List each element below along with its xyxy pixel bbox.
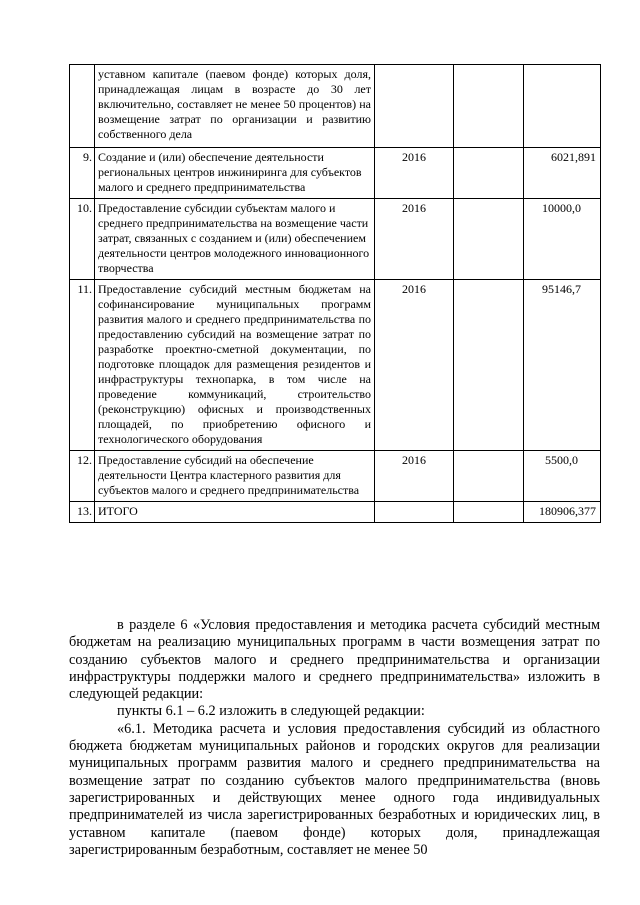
total-amount: 180906,377 [524, 502, 601, 523]
row-number [70, 65, 95, 148]
row-empty-cell [454, 451, 524, 502]
budget-table [69, 64, 601, 523]
row-description: уставном капитале (паевом фонде) которых доля, принадлежащая лицам в возрасте до 30 лет включительно, составляет не менее 50 процентов) на возмещение затрат по организации и развитию собственного дела [95, 65, 375, 148]
row-number: 12. [70, 451, 95, 502]
row-empty-cell [454, 502, 524, 523]
body-text [69, 617, 600, 859]
table-row [70, 148, 601, 199]
row-year: 2016 [375, 451, 454, 502]
paragraph-points: пункты 6.1 – 6.2 изложить в следующей редакции: [117, 703, 425, 720]
row-number: 9. [70, 148, 95, 199]
row-empty-cell [454, 65, 524, 148]
row-description: Предоставление субсидий на обеспечение деятельности Центра кластерного развития для субъектов малого и среднего предпринимательства [95, 451, 375, 502]
row-amount: 6021,891 [524, 148, 601, 199]
paragraph-6-1: «6.1. Методика расчета и условия предоставления субсидий из областного бюджета бюджетам муниципальных районов и городских округов для реализации муниципальных программ развития малого и среднего предпринимательства на возмещение затрат по созданию субъектов малого предпринимательства (вновь зарегистрированных и действующих менее одного года индивидуальных предпринимателей из числа зарегистрированных безработных и юридических лиц, в уставном капитале (паевом фонде) которых доля, принадлежащая зарегистрированным безработным, составляет не менее 50 [69, 720, 600, 858]
table-row [70, 199, 601, 280]
row-year: 2016 [375, 199, 454, 280]
row-year [375, 502, 454, 523]
row-number: 11. [70, 280, 95, 451]
row-description: Предоставление субсидии субъектам малого и среднего предпринимательства на возмещение части затрат, связанных с созданием и (или) обеспечением деятельности центров молодежного инновационного творчества [95, 199, 375, 280]
row-year [375, 65, 454, 148]
row-amount [524, 65, 601, 148]
table-row [70, 65, 601, 148]
row-number: 13. [70, 502, 95, 523]
row-empty-cell [454, 199, 524, 280]
row-year: 2016 [375, 148, 454, 199]
row-amount: 95146,7 [524, 280, 601, 451]
row-amount: 10000,0 [524, 199, 601, 280]
row-description: Предоставление субсидий местным бюджетам на софинансирование муниципальных программ развития малого и среднего предпринимательства по предоставлению субсидий на возмещение затрат по разработке проектно-сметной документации, по подготовке площадок для размещения резидентов и инфраструктуры технопарка, в том числе на проведение коммуникаций, строительство (реконструкцию) офисных и производственных площадей, по приобретению офисного и технологического оборудования [95, 280, 375, 451]
table-row-total [70, 502, 601, 523]
row-empty-cell [454, 148, 524, 199]
table-row [70, 280, 601, 451]
table-row [70, 451, 601, 502]
row-amount: 5500,0 [524, 451, 601, 502]
row-description: Создание и (или) обеспечение деятельности региональных центров инжиниринга для субъектов малого и среднего предпринимательства [95, 148, 375, 199]
row-year: 2016 [375, 280, 454, 451]
paragraph-section-6: в разделе 6 «Условия предоставления и методика расчета субсидий местным бюджетам на реализацию муниципальных программ в части возмещения затрат по созданию субъектов малого и среднего предпринимательства и организации инфраструктуры поддержки малого и среднего предпринимательства» изложить в следующей редакции: [69, 617, 600, 703]
total-label: ИТОГО [95, 502, 375, 523]
row-number: 10. [70, 199, 95, 280]
row-empty-cell [454, 280, 524, 451]
